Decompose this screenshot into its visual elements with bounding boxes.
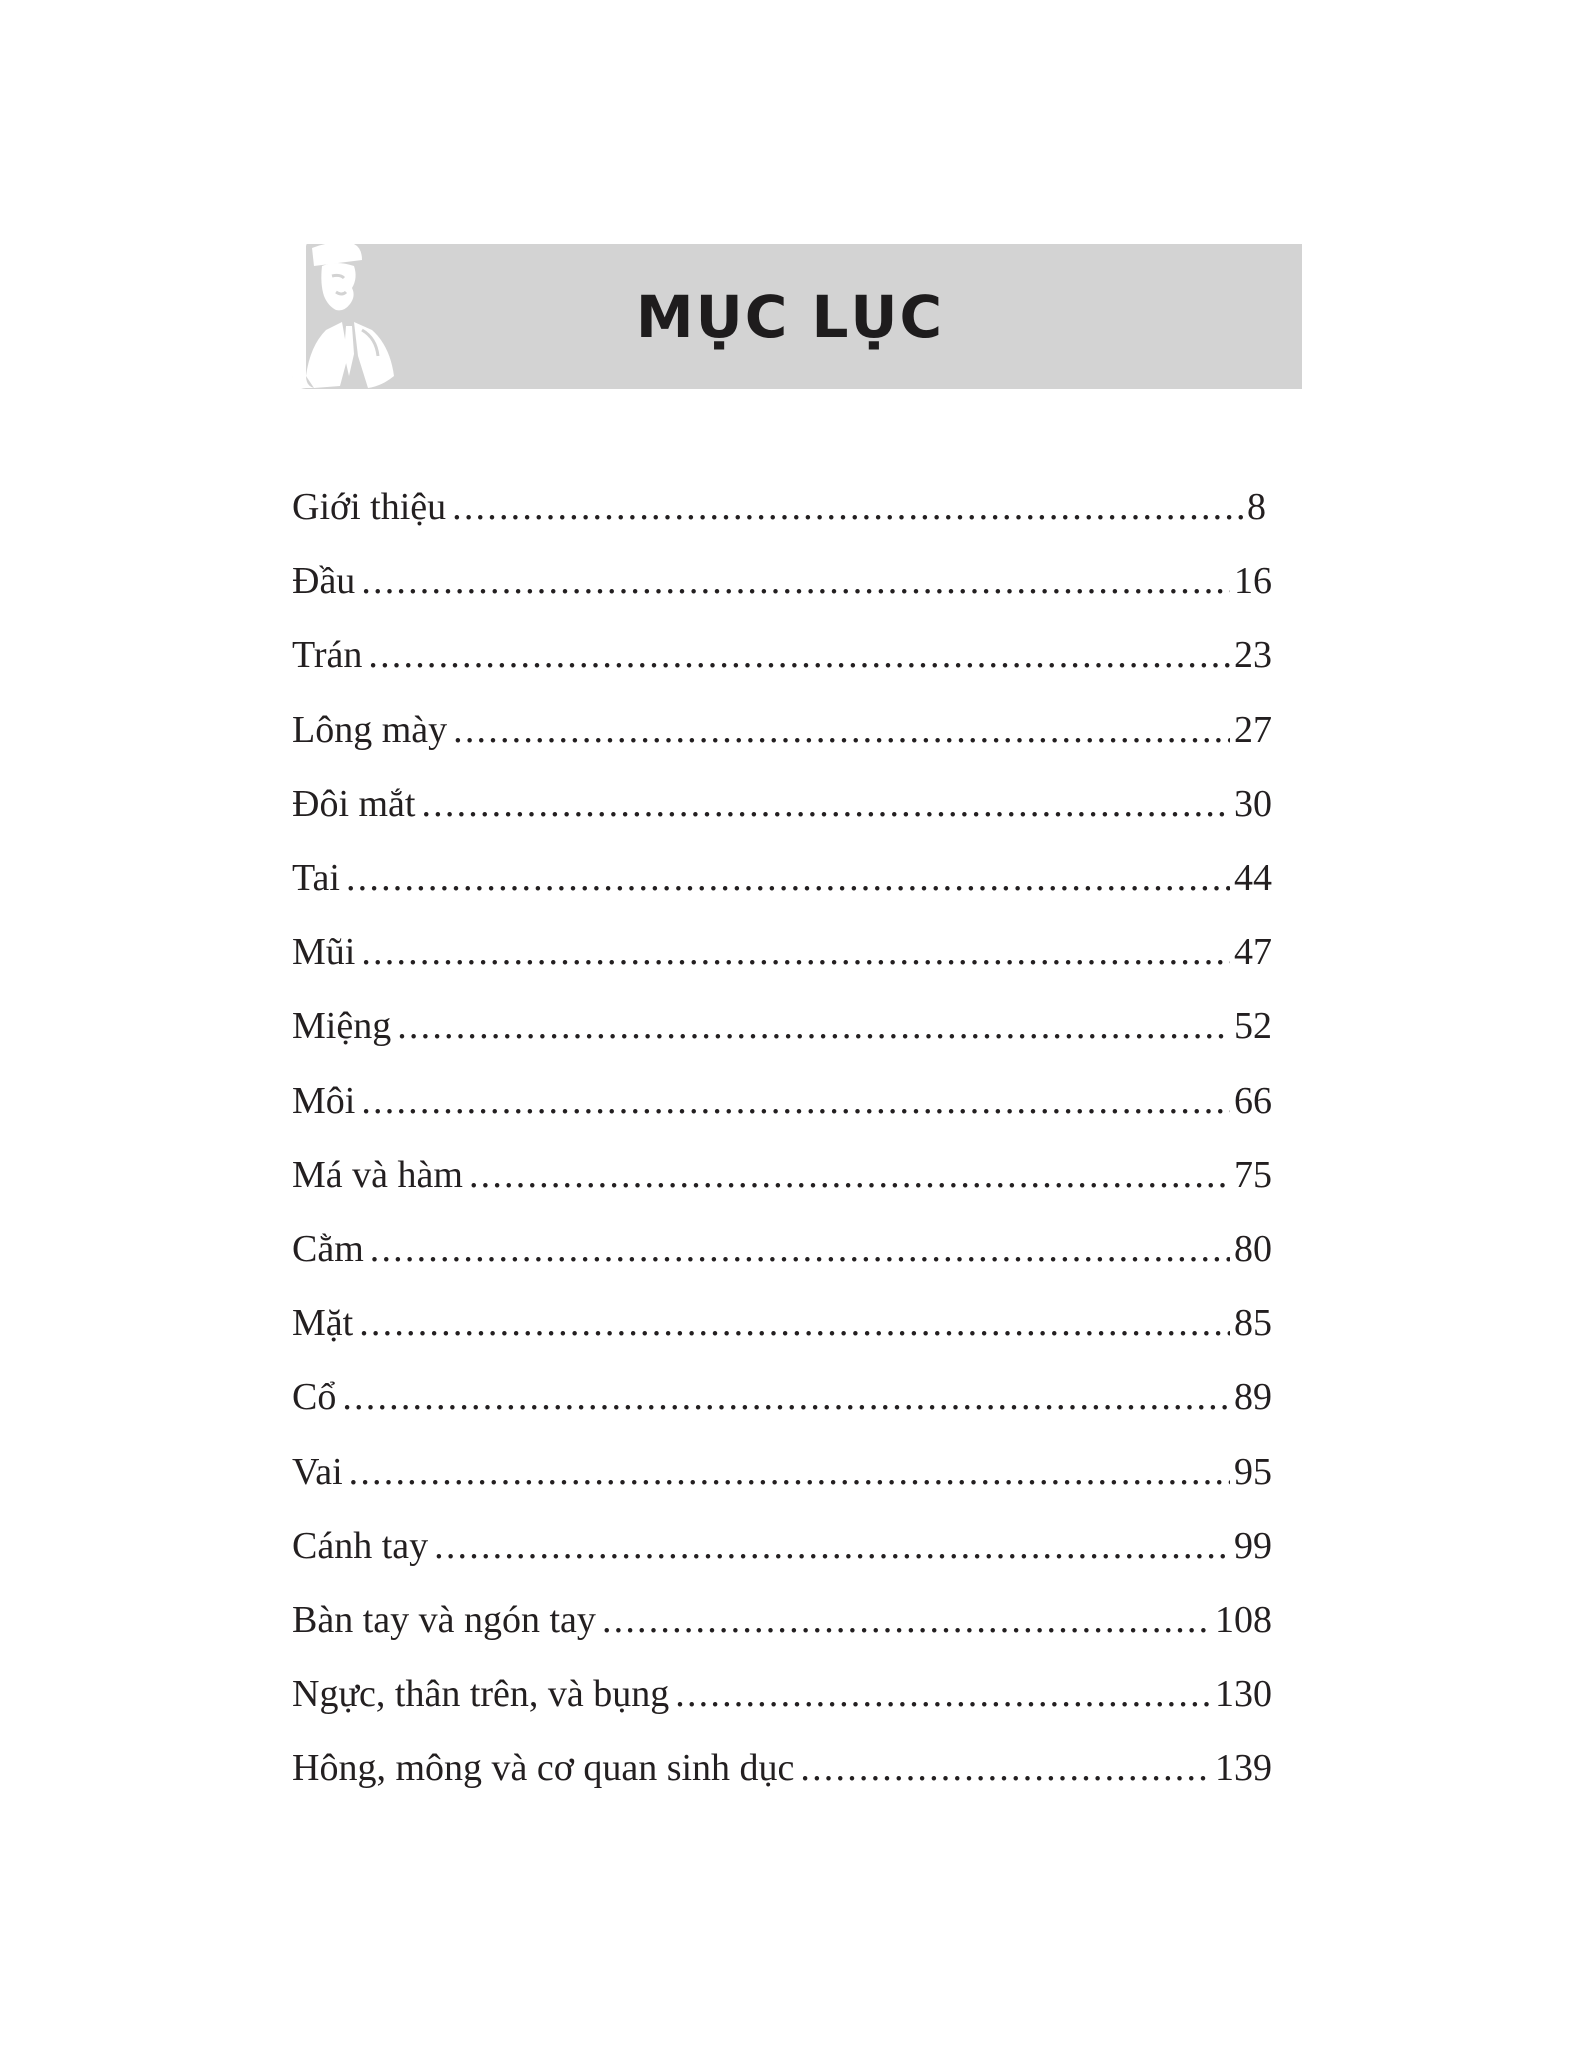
toc-entry-page: 30 bbox=[1234, 782, 1272, 825]
dot-leader bbox=[434, 1527, 1230, 1565]
toc-entry-page: 16 bbox=[1234, 560, 1272, 603]
toc-entry-title: Miệng bbox=[292, 1005, 392, 1048]
dot-leader bbox=[800, 1749, 1211, 1787]
dot-leader bbox=[361, 1082, 1230, 1120]
toc-entry-page: 66 bbox=[1234, 1079, 1272, 1122]
dot-leader bbox=[675, 1675, 1211, 1713]
toc-entry[interactable] bbox=[292, 1731, 1272, 1805]
table-of-contents bbox=[292, 470, 1272, 1805]
toc-entry[interactable] bbox=[292, 470, 1266, 544]
toc-entry-title: Đôi mắt bbox=[292, 782, 416, 825]
toc-entry-page: 89 bbox=[1234, 1376, 1272, 1419]
toc-entry[interactable] bbox=[292, 989, 1272, 1063]
dot-leader bbox=[421, 785, 1230, 823]
dot-leader bbox=[452, 488, 1243, 526]
dot-leader bbox=[602, 1601, 1211, 1639]
toc-entry-title: Lông mày bbox=[292, 708, 448, 751]
toc-entry-title: Hông, mông và cơ quan sinh dục bbox=[292, 1747, 795, 1790]
toc-entry[interactable] bbox=[292, 915, 1272, 989]
dot-leader bbox=[361, 933, 1230, 971]
toc-entry-title: Bàn tay và ngón tay bbox=[292, 1598, 596, 1641]
toc-entry-title: Cổ bbox=[292, 1376, 337, 1419]
toc-entry[interactable] bbox=[292, 1064, 1272, 1138]
dot-leader bbox=[453, 711, 1230, 749]
toc-entry-title: Đầu bbox=[292, 560, 356, 603]
dot-leader bbox=[469, 1156, 1230, 1194]
detective-silhouette-icon bbox=[292, 226, 404, 389]
toc-entry[interactable] bbox=[292, 841, 1272, 915]
toc-entry[interactable] bbox=[292, 693, 1272, 767]
dot-leader bbox=[397, 1007, 1230, 1045]
toc-entry-page: 75 bbox=[1234, 1153, 1272, 1196]
toc-entry-page: 80 bbox=[1234, 1227, 1272, 1270]
toc-entry[interactable] bbox=[292, 1583, 1272, 1657]
toc-entry-page: 47 bbox=[1234, 931, 1272, 974]
toc-entry-page: 85 bbox=[1234, 1302, 1272, 1345]
toc-entry-title: Cằm bbox=[292, 1227, 364, 1270]
dot-leader bbox=[349, 1453, 1230, 1491]
toc-entry-title: Má và hàm bbox=[292, 1153, 463, 1196]
toc-entry-page: 95 bbox=[1234, 1450, 1272, 1493]
toc-entry-page: 139 bbox=[1215, 1747, 1272, 1790]
toc-entry-title: Tai bbox=[292, 857, 340, 900]
dot-leader bbox=[342, 1378, 1230, 1416]
toc-entry-title: Mũi bbox=[292, 931, 356, 974]
toc-entry[interactable] bbox=[292, 1360, 1272, 1434]
toc-entry-title: Giới thiệu bbox=[292, 486, 447, 529]
dot-leader bbox=[346, 859, 1230, 897]
dot-leader bbox=[368, 636, 1230, 674]
toc-entry[interactable] bbox=[292, 544, 1272, 618]
toc-entry-title: Trán bbox=[292, 634, 363, 677]
toc-entry[interactable] bbox=[292, 1212, 1272, 1286]
toc-entry-page: 44 bbox=[1234, 857, 1272, 900]
toc-entry-title: Vai bbox=[292, 1450, 343, 1493]
toc-entry-title: Ngực, thân trên, và bụng bbox=[292, 1673, 670, 1716]
toc-entry-page: 27 bbox=[1234, 708, 1272, 751]
toc-entry-page: 8 bbox=[1247, 486, 1266, 529]
toc-entry-page: 99 bbox=[1234, 1524, 1272, 1567]
toc-entry-page: 130 bbox=[1215, 1673, 1272, 1716]
dot-leader bbox=[370, 1230, 1230, 1268]
dot-leader bbox=[361, 562, 1230, 600]
toc-entry[interactable] bbox=[292, 1434, 1272, 1508]
toc-entry-title: Mặt bbox=[292, 1302, 354, 1345]
toc-entry[interactable] bbox=[292, 618, 1272, 692]
toc-entry-page: 23 bbox=[1234, 634, 1272, 677]
toc-entry-page: 108 bbox=[1215, 1598, 1272, 1641]
toc-entry[interactable] bbox=[292, 767, 1272, 841]
page-title: MỤC LỤC bbox=[635, 282, 945, 351]
toc-entry-page: 52 bbox=[1234, 1005, 1272, 1048]
toc-entry[interactable] bbox=[292, 1657, 1272, 1731]
dot-leader bbox=[359, 1304, 1230, 1342]
toc-entry[interactable] bbox=[292, 1138, 1272, 1212]
toc-entry-title: Môi bbox=[292, 1079, 356, 1122]
toc-entry-title: Cánh tay bbox=[292, 1524, 429, 1567]
toc-entry[interactable] bbox=[292, 1509, 1272, 1583]
toc-entry[interactable] bbox=[292, 1286, 1272, 1360]
